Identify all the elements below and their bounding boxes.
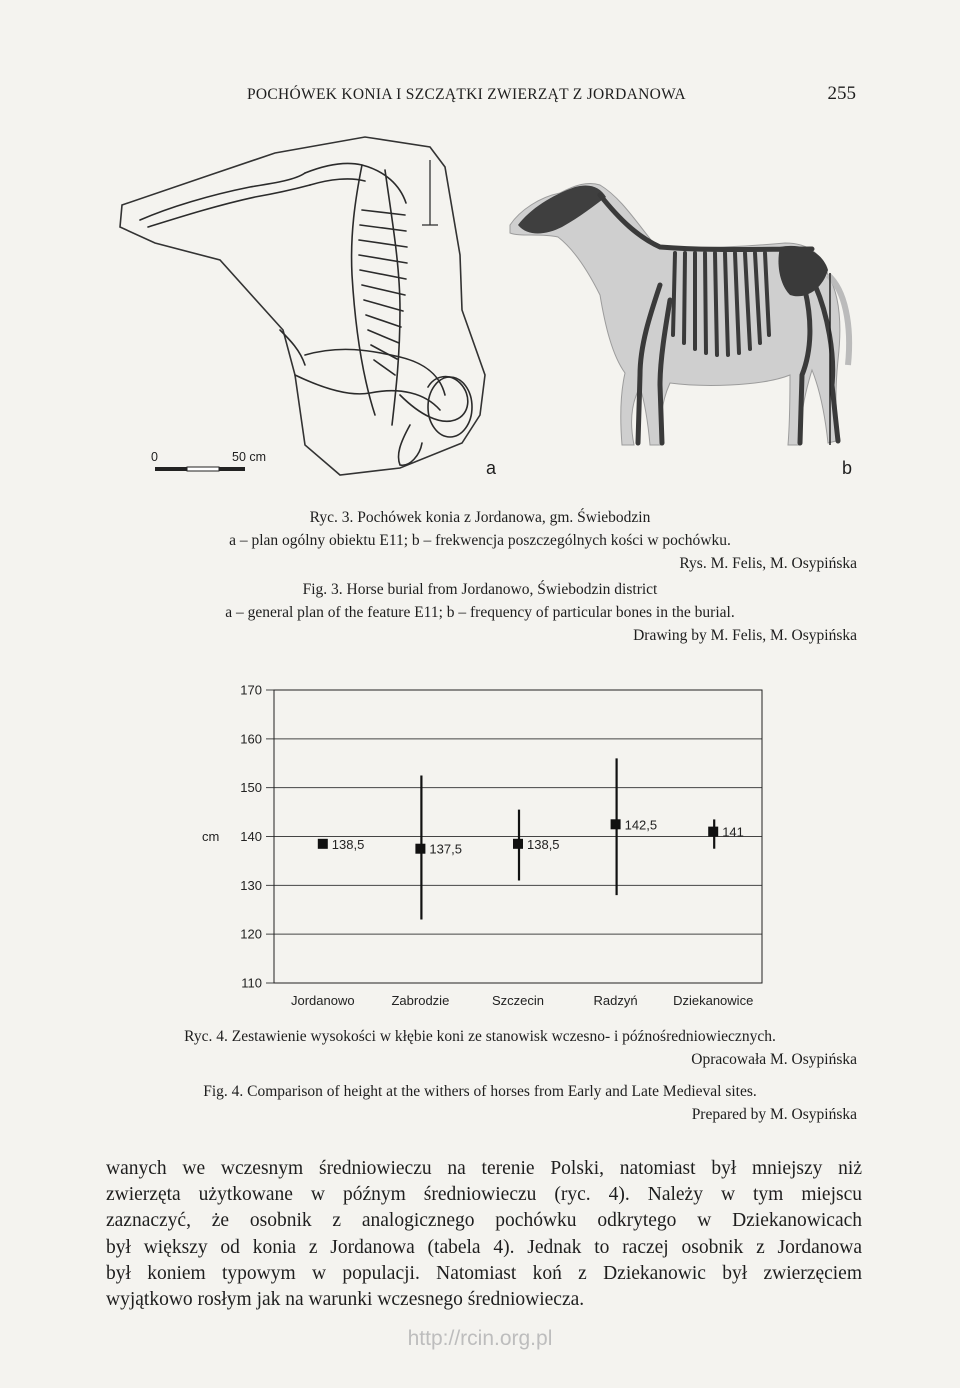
y-tick-label: 120 bbox=[240, 926, 262, 942]
north-arrow-icon bbox=[422, 160, 438, 225]
y-tick-label: 130 bbox=[240, 877, 262, 893]
fig3-caption-credit: Drawing by M. Felis, M. Osypińska bbox=[633, 627, 857, 644]
data-label: 137,5 bbox=[429, 841, 462, 857]
ryc4-caption-credit: Opracowała M. Osypińska bbox=[691, 1051, 857, 1068]
data-label: 138,5 bbox=[331, 836, 365, 852]
body-line: był większy od konia z Jordanowa (tabela 4). Jednak to raczej osobnik z Jordanowa bbox=[106, 1236, 862, 1258]
data-label: 138,5 bbox=[527, 836, 560, 852]
mean-marker bbox=[415, 844, 425, 854]
ryc3-caption-credit: Rys. M. Felis, M. Osypińska bbox=[679, 555, 857, 572]
figure-label-a: a bbox=[486, 458, 497, 478]
figure-3-illustration bbox=[100, 125, 860, 495]
fig3-caption-sub: a – general plan of the feature E11; b – frequency of particular bones in the burial. bbox=[225, 604, 735, 621]
x-tick-label: Szczecin bbox=[491, 993, 545, 1008]
page-number: 255 bbox=[827, 83, 856, 104]
fig4-caption-credit: Prepared by M. Osypińska bbox=[691, 1106, 857, 1123]
y-tick-label: 140 bbox=[240, 829, 262, 844]
y-tick-label: 110 bbox=[241, 975, 262, 991]
fig3-caption-title: Fig. 3. Horse burial from Jordanowo, Świebodzin district bbox=[302, 581, 658, 598]
mean-marker bbox=[513, 839, 523, 849]
data-label: 142,5 bbox=[624, 817, 658, 833]
figure-label-b: b bbox=[842, 458, 853, 478]
fig4-caption-title: Fig. 4. Comparison of height at the withers of horses from Early and Late Medieval sites. bbox=[203, 1083, 757, 1100]
x-tick-label: Radzyń bbox=[593, 993, 638, 1008]
y-tick-label: 170 bbox=[240, 682, 262, 698]
mean-marker bbox=[611, 819, 621, 829]
withers-height-chart bbox=[190, 680, 780, 1010]
mean-marker bbox=[708, 827, 718, 837]
body-line: zwierzęta użytkowane w późnym średniowieczu (ryc. 4). Należy w tym miejscu bbox=[106, 1184, 862, 1206]
running-title: POCHÓWEK KONIA I SZCZĄTKI ZWIERZĄT Z JORDANOWA bbox=[247, 86, 686, 103]
scale-end-label: 50 cm bbox=[232, 450, 267, 464]
y-tick-label: 160 bbox=[240, 731, 262, 747]
x-tick-label: Zabrodzie bbox=[391, 993, 450, 1008]
scale-bar bbox=[155, 467, 245, 471]
horse-figure bbox=[510, 183, 849, 445]
burial-skeleton bbox=[140, 163, 472, 465]
body-line: był koniem typowym w populacji. Natomiast koń z Dziekanowic był zwierzęciem bbox=[106, 1262, 862, 1284]
body-paragraph bbox=[106, 1156, 862, 1313]
ryc3-caption-sub: a – plan ogólny obiektu E11; b – frekwencja poszczególnych kości w pochówku. bbox=[229, 532, 731, 549]
x-tick-label: Dziekanowice bbox=[673, 993, 754, 1008]
y-tick-label: 150 bbox=[240, 780, 262, 796]
ryc3-caption-title: Ryc. 3. Pochówek konia z Jordanowa, gm. Świebodzin bbox=[309, 509, 651, 526]
chart-svg bbox=[190, 680, 780, 1010]
data-label: 141 bbox=[722, 824, 744, 840]
x-tick-label: Jordanowo bbox=[290, 993, 355, 1008]
ryc4-caption-title: Ryc. 4. Zestawienie wysokości w kłębie koni ze stanowisk wczesno- i późnośredniowiecznych. bbox=[184, 1028, 776, 1045]
body-line: zaznaczyć, że osobnik z analogicznego pochówku odkrytego w Dziekanowicach bbox=[106, 1210, 862, 1232]
running-header bbox=[0, 83, 960, 110]
figure-3 bbox=[100, 125, 860, 495]
watermark-url: http://rcin.org.pl bbox=[407, 1327, 553, 1350]
scale-start-label: 0 bbox=[151, 450, 158, 464]
body-line: wanych we wczesnym średniowieczu na terenie Polski, natomiast był mniejszy niż bbox=[106, 1158, 862, 1179]
mean-marker bbox=[318, 839, 328, 849]
body-line: wyjątkowo rosłym jak na warunki wczesnego średniowiecza. bbox=[106, 1289, 585, 1311]
y-axis-label: cm bbox=[202, 829, 220, 844]
